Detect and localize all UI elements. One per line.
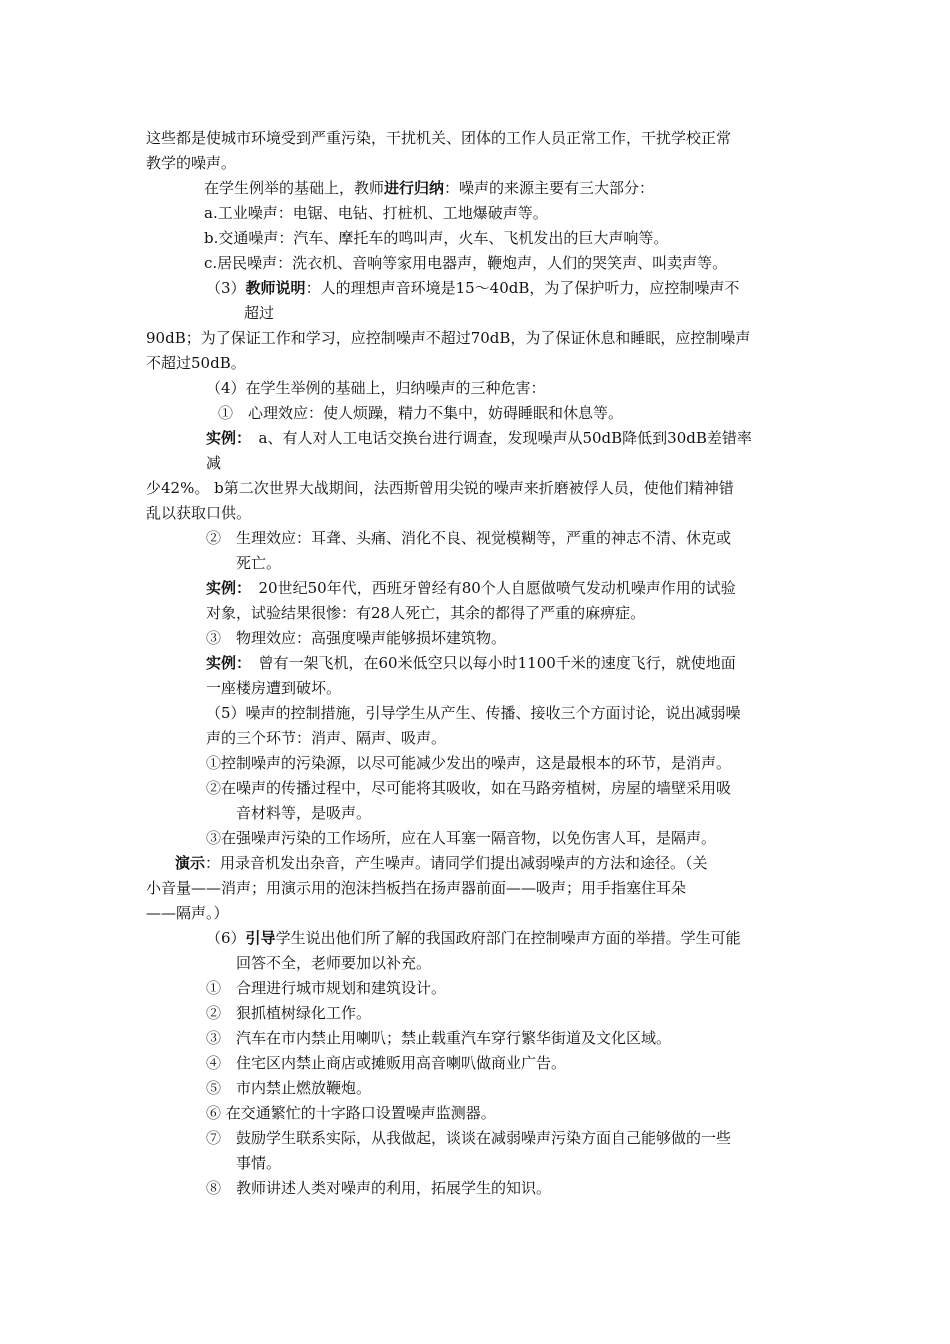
text-line: ③ 物理效应：高强度噪声能够损坏建筑物。: [206, 629, 507, 647]
text-line: 这些都是使城市环境受到严重污染，干扰机关、团体的工作人员正常工作，干扰学校正常: [146, 129, 732, 147]
text-line: 90dB；为了保证工作和学习，应控制噪声不超过70dB，为了保证休息和睡眠，应控制噪声: [146, 329, 751, 347]
text-line: 超过: [244, 304, 275, 322]
text-line: 少42%。 b第二次世界大战期间，法西斯曾用尖锐的噪声来折磨被俘人员，使他们精神错: [146, 479, 734, 497]
text-line: c.居民噪声：洗衣机、音响等家用电器声，鞭炮声，人们的哭笑声、叫卖声等。: [204, 254, 728, 272]
text-line: ② 生理效应：耳聋、头痛、消化不良、视觉模糊等，严重的神志不清、休克或: [206, 529, 732, 547]
text-line: [206, 651, 736, 676]
text-span: ：噪声的来源主要有三大部分：: [444, 179, 655, 197]
text-line: 不超过50dB。: [146, 354, 246, 372]
list-item: ④ 住宅区内禁止商店或摊贩用高音喇叭做商业广告。: [206, 1054, 567, 1072]
list-item: ⑥ 在交通繁忙的十字路口设置噪声监测器。: [206, 1104, 496, 1122]
bold-term: 实例：: [206, 579, 244, 597]
bold-term: 引导: [245, 929, 276, 947]
text-line: （4）在学生举例的基础上，归纳噪声的三种危害：: [206, 379, 546, 397]
text-span: 在学生例举的基础上，教师: [204, 179, 385, 197]
text-span: a、有人对人工电话交换台进行调查，发现噪声从50dB降低到30dB差错率: [243, 429, 752, 447]
text-line: 减: [206, 454, 222, 472]
bold-term: 教师说明: [245, 279, 306, 297]
text-line: ③在强噪声污染的工作场所，应在人耳塞一隔音物，以免伤害人耳，是隔声。: [206, 829, 717, 847]
text-line: ①控制噪声的污染源，以尽可能减少发出的噪声，这是最根本的环节，是消声。: [206, 754, 732, 772]
list-item: ⑦ 鼓励学生联系实际，从我做起，谈谈在减弱噪声污染方面自己能够做的一些: [206, 1129, 732, 1147]
text-line: 对象，试验结果很惨：有28人死亡，其余的都得了严重的麻痹症。: [206, 604, 646, 622]
text-line: 声的三个环节：消声、隔声、吸声。: [206, 729, 447, 747]
text-line: 死亡。: [236, 554, 282, 572]
list-item: ③ 汽车在市内禁止用喇叭；禁止载重汽车穿行繁华街道及文化区域。: [206, 1029, 672, 1047]
text-line: 乱以获取口供。: [146, 504, 252, 522]
text-line: [206, 576, 736, 601]
text-line: 事情。: [236, 1154, 282, 1172]
text-line: ① 心理效应：使人烦躁，精力不集中，妨碍睡眠和休息等。: [218, 404, 624, 422]
text-line: [204, 176, 654, 201]
text-line: ②在噪声的传播过程中，尽可能将其吸收，如在马路旁植树，房屋的墙壁采用吸: [206, 779, 732, 797]
text-span: 曾有一架飞机，在60米低空只以每小时1100千米的速度飞行，就使地面: [243, 654, 736, 672]
text-line: 小音量——消声；用演示用的泡沫挡板挡在扬声器前面——吸声；用手指塞住耳朵: [146, 879, 687, 897]
text-line: [175, 851, 708, 876]
text-line: 教学的噪声。: [146, 154, 237, 172]
text-line: 回答不全，老师要加以补充。: [236, 954, 432, 972]
text-span: ：用录音机发出杂音，产生噪声。请同学们提出减弱噪声的方法和途径。（关: [205, 854, 708, 872]
text-line: （5）噪声的控制措施，引导学生从产生、传播、接收三个方面讨论，说出减弱噪: [206, 704, 741, 722]
bold-term: 实例：: [206, 654, 244, 672]
text-span: ：人的理想声音环境是15～40dB，为了保护听力，应控制噪声不: [305, 279, 740, 297]
text-line: ——隔声。）: [146, 904, 229, 922]
text-line: [206, 276, 739, 301]
text-line: b.交通噪声：汽车、摩托车的鸣叫声，火车、飞机发出的巨大声响等。: [204, 229, 669, 247]
list-item: ② 狠抓植树绿化工作。: [206, 1004, 372, 1022]
text-span: 学生说出他们所了解的我国政府部门在控制噪声方面的举措。学生可能: [275, 929, 741, 947]
text-line: [206, 426, 752, 451]
text-span: （6）: [206, 929, 246, 947]
bold-term: 实例：: [206, 429, 244, 447]
list-item: ⑧ 教师讲述人类对噪声的利用，拓展学生的知识。: [206, 1179, 552, 1197]
list-item: ① 合理进行城市规划和建筑设计。: [206, 979, 447, 997]
bold-term: 演示: [175, 854, 206, 872]
text-span: （3）: [206, 279, 246, 297]
text-line: [206, 926, 741, 951]
text-span: 20世纪50年代，西班牙曾经有80个人自愿做喷气发动机噪声作用的试验: [243, 579, 736, 597]
text-line: a.工业噪声：电锯、电钻、打桩机、工地爆破声等。: [204, 204, 548, 222]
bold-term: 进行归纳: [384, 179, 445, 197]
text-line: 音材料等，是吸声。: [236, 804, 372, 822]
text-line: 一座楼房遭到破坏。: [206, 679, 342, 697]
list-item: ⑤ 市内禁止燃放鞭炮。: [206, 1079, 372, 1097]
